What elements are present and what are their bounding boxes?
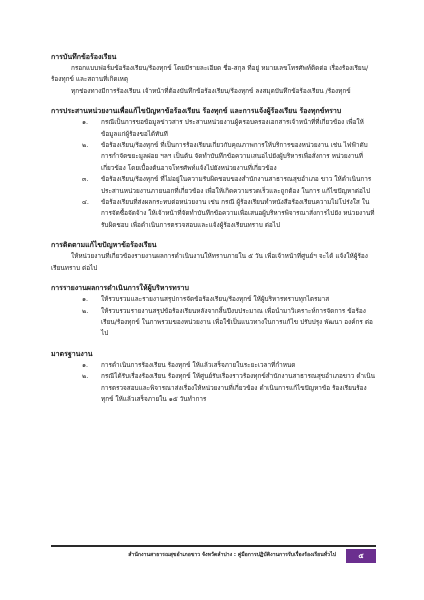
section-title: การบันทึกข้อร้องเรียน <box>51 53 117 61</box>
list-item <box>51 294 376 305</box>
item-text: ให้รวบรวมรายงานสรุปข้อร้องเรียนหลังจากสิ้นปีงบประมาณ เพื่อนำมาวิเคราะห์การจัดการ ข้อร้องเรียน/ร้องทุกข์ ในภาพรวมของหน่วยงาน เพื่อใช้เป็นแนวทางในการแก้ไข ปรับปรุง พัฒนา องค์กร ต่อไป <box>101 306 373 338</box>
list-item <box>51 371 376 405</box>
page-number-badge: ๕ <box>346 549 376 563</box>
section-title: การติดตามแก้ไขปัญหาข้อร้องเรียน <box>51 241 157 250</box>
item-number: ๔. <box>82 198 89 207</box>
section-follow-up <box>51 240 376 274</box>
paragraph: ทุกช่องทางมีการร้องเรียน เจ้าหน้าที่ต้องบันทึกข้อร้องเรียน/ร้องทุกข์ ลงสมุดบันทึกข้อร้องเรียน /ร้องทุกข์ <box>71 86 351 95</box>
numbered-list <box>51 294 376 340</box>
document-content <box>51 52 376 405</box>
paragraph: ให้หน่วยงานที่เกี่ยวข้องรายงานผลการดำเนินงานให้ทราบภายใน ๕ วัน เพื่อเจ้าหน้าที่ศูนย์ฯ จะได้ แจ้งให้ผู้ร้องเรียนทราบ ต่อไป <box>51 252 368 272</box>
item-text: ให้รวบรวมและรายงานสรุปการจัดข้อร้องเรียน/ร้องทุกข์ ให้ผู้บริหารทราบทุกไตรมาส <box>101 295 330 304</box>
item-text: ข้อร้องเรียน/ร้องทุกข์ ที่ไม่อยู่ในความรับผิดชอบของสำนักงานสาธารณสุขอำเภอ ขาว ให้ดำเนินการประสานหน่วยงานภายนอกที่เกี่ยวข้อง เพื่อให้เกิดความรวดเร็วและถูกต้อง ในการ แก้ไขปัญหาต่อไป <box>101 175 372 195</box>
numbered-list <box>51 360 376 406</box>
item-text: กรณีได้รับเรื่องร้องเรียน ร้องทุกข์ ให้ศูนย์รับเรื่องราวร้องทุกข์สำนักงานสาธารณสุขอำเภอขาว ดำเนินการตรวจสอบและพิจารณาส่งเรื่องให้หน่วยงานที่เกี่ยวข้อง ดำเนินการแก้ไขปัญหาข้อ ร้องเรียนร้องทุกข์ ให้แล้วเสร็จภายใน ๑๕ วันทำการ <box>101 372 376 403</box>
item-number: ๒. <box>82 306 89 315</box>
item-number: ๓. <box>82 175 89 184</box>
footer-text: สำนักงานสาธารณสุขอำเภอขาว จังหวัดลำปาง : คู่มือการปฏิบัติงานการรับเรื่องร้องเรียนทั่วไป <box>128 551 336 558</box>
numbered-list <box>51 117 376 231</box>
section-title: มาตรฐานงาน <box>51 349 93 358</box>
item-number: ๒. <box>82 372 89 381</box>
section-report-executives <box>51 283 376 340</box>
list-item <box>51 174 376 197</box>
list-item <box>51 140 376 174</box>
section-title: การประสานหน่วยงานเพื่อแก้ไขปัญหาข้อร้องเรียน ร้องทุกข์ และการแจ้งผู้ร้องเรียน ร้องทุกข์ทราบ <box>51 107 342 116</box>
list-item <box>51 117 376 140</box>
item-text: การดำเนินการร้องเรียน ร้องทุกข์ ให้แล้วเสร็จภายในระยะเวลาที่กำหนด <box>101 360 296 369</box>
item-number: ๑. <box>82 360 89 369</box>
section-title: การรายงานผลการดำเนินการให้ผู้บริหารทราบ <box>51 284 189 293</box>
item-number: ๑. <box>82 295 89 304</box>
item-number: ๑. <box>82 118 89 127</box>
item-text: ข้อร้องเรียนที่ส่งผลกระทบต่อหน่วยงาน เช่น กรณี ผู้ร้องเรียนทำหนังสือร้องเรียนความไม่โปร่งใส ในการจัดซื้อจัดจ้าง ให้เจ้าหน้าที่จัดทำบันทึกข้อความเพื่อเสนอผู้บริหารพิจารณาสั่งการไปยัง หน่วยงานที่รับผิดชอบ เพื่อดำเนินการตรวจสอบและแจ้งผู้ร้องเรียนทราบ ต่อไป <box>101 198 375 229</box>
page-footer <box>51 545 376 567</box>
list-item <box>51 306 376 340</box>
list-item <box>51 197 376 231</box>
item-text: กรณีเป็นการขอข้อมูลข่าวสาร ประสานหน่วยงานผู้ครอบครองเอกสารเจ้าหน้าที่ที่เกี่ยวข้อง เพื่อให้ข้อมูลแก่ผู้ร้องขอได้ทันที <box>101 118 364 138</box>
section-record-complaint <box>51 52 376 97</box>
list-item <box>51 360 376 371</box>
section-coordinate-agencies <box>51 106 376 231</box>
item-text: ข้อร้องเรียน/ร้องทุกข์ ที่เป็นการร้องเรียนเกี่ยวกับคุณภาพการให้บริการของหน่วยงาน เช่น ไฟฟ้าดับ การกำจัดขยะมูลฝอย ฯลฯ เป็นต้น จัดทำบันทึกข้อความเสนอไปยังผู้บริหารเพื่อสั่งการ หน่วยงานที่เกี่ยวข้อง โดยเบื้องต้นอาจโทรศัพท์แจ้งไปยังหน่วยงานที่เกี่ยวข้อง <box>101 141 368 172</box>
paragraph: กรอกแบบฟอร์มข้อร้องเรียน/ร้องทุกข์ โดยมีรายละเอียด ชื่อ-สกุล ที่อยู่ หมายเลขโทรศัพท์ติดต่อ เรื่องร้องเรียน/ร้องทุกข์ และสถานที่เกิดเหตุ <box>51 64 369 84</box>
section-work-standard <box>51 349 376 406</box>
item-number: ๒. <box>82 141 89 150</box>
